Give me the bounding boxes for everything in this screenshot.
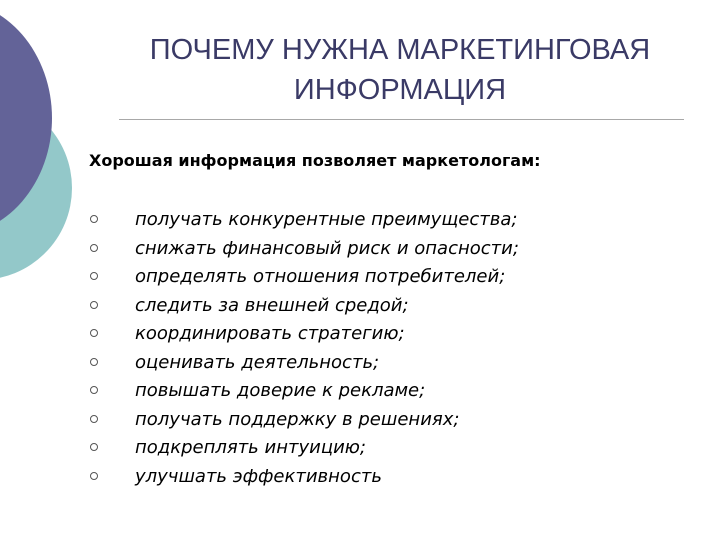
list-item-text: снижать финансовый риск и опасности; [135,237,519,259]
list-item-text: получать конкурентные преимущества; [135,209,518,230]
list-item-text: подкреплять интуицию; [135,437,366,458]
hollow-circle-bullet-icon [90,329,98,337]
hollow-circle-bullet-icon [90,386,98,394]
hollow-circle-bullet-icon [90,301,98,309]
list-item-text: следить за внешней средой; [135,294,409,316]
list-item-text: получать поддержку в решениях; [135,408,460,430]
list-item-text: оценивать деятельность; [135,351,380,373]
hollow-circle-bullet-icon [90,415,98,423]
hollow-circle-bullet-icon [90,244,98,252]
intro-text: Хорошая информация позволяет маркетологам: [89,151,541,170]
title-divider [119,119,684,120]
hollow-circle-bullet-icon [90,358,98,366]
list-item-text: улучшать эффективность [135,465,382,487]
hollow-circle-bullet-icon [90,215,98,223]
hollow-circle-bullet-icon [90,443,98,451]
list-item-text: повышать доверие к рекламе; [135,380,426,401]
list-item-text: определять отношения потребителей; [135,266,506,287]
list-item-text: координировать стратегию; [135,323,405,344]
hollow-circle-bullet-icon [90,472,98,480]
slide-title: ПОЧЕМУ НУЖНА МАРКЕТИНГОВАЯ ИНФОРМАЦИЯ [149,34,651,106]
hollow-circle-bullet-icon [90,272,98,280]
